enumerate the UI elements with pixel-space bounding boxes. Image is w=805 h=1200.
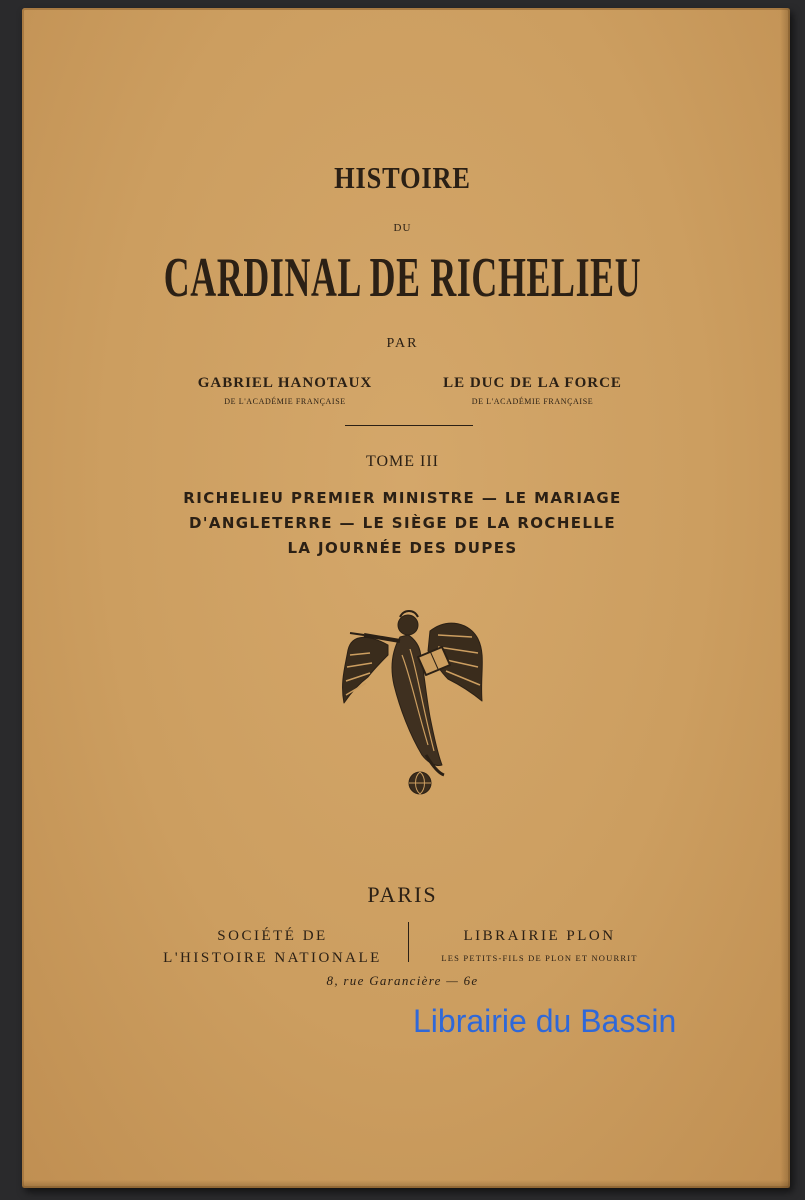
publisher-societe [140,925,405,969]
title-histoire: HISTOIRE [334,160,471,195]
publisher-address: 8, rue Garancière — 6e [326,973,479,988]
publisher-divider [408,922,409,962]
author-name: LE DUC DE LA FORCE [443,375,622,391]
subtitle-line-1: RICHELIEU PREMIER MINISTRE — LE MARIAGE [183,489,622,507]
watermark-text: Librairie du Bassin [413,1003,677,1039]
author-hanotaux [175,375,395,406]
publisher-line: SOCIÉTÉ DE [217,928,328,944]
publication-place: PARIS [367,882,438,907]
title-du: DU [393,222,412,234]
publisher-detail: LES PETITS-FILS DE PLON ET NOURRIT [441,953,638,963]
subtitle-line-3: LA JOURNÉE DES DUPES [287,539,518,557]
publisher-plon [412,925,667,969]
cover-edge-bottom [22,1180,790,1188]
par-label: PAR [386,336,419,351]
title-cardinal: CARDINAL DE RICHELIEU [163,247,642,309]
publisher-line: L'HISTOIRE NATIONALE [163,950,382,966]
author-la-force [420,375,645,406]
winged-angel-on-globe-icon [330,605,495,800]
cover-edge-right [780,8,790,1188]
tome-label: TOME III [365,453,440,470]
publisher-name: LIBRAIRIE PLON [463,928,616,944]
author-affiliation: DE L'ACADÉMIE FRANÇAISE [471,397,594,406]
author-affiliation: DE L'ACADÉMIE FRANÇAISE [224,397,346,406]
subtitle-line-2: D'ANGLETERRE — LE SIÈGE DE LA ROCHELLE [188,514,616,532]
author-name: GABRIEL HANOTAUX [197,375,373,391]
divider-rule [345,425,473,426]
